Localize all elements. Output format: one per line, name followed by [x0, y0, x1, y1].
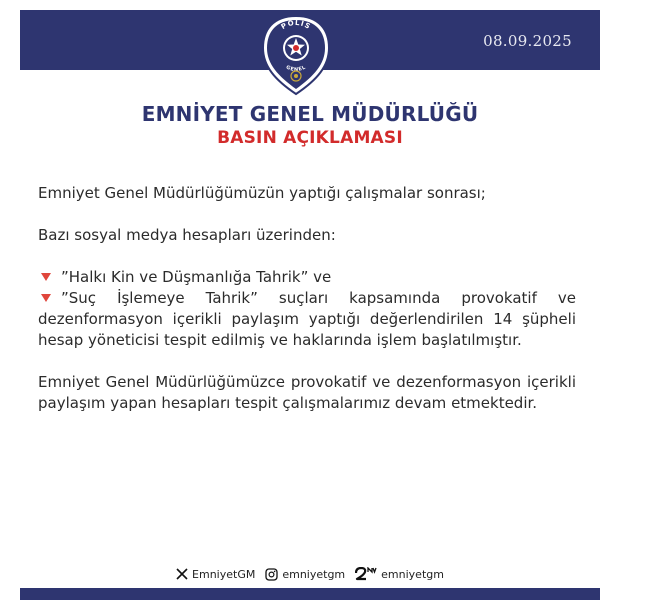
social-footer [20, 562, 600, 586]
instagram-handle: emniyetgm [282, 567, 346, 581]
paragraph-1: Emniyet Genel Müdürlüğümüzün yaptığı çalışmalar sonrası; [38, 184, 486, 202]
svg-text:POLİS: POLİS [279, 18, 313, 32]
bullet-block [38, 267, 576, 351]
page-title: EMNİYET GENEL MÜDÜRLÜĞÜ [141, 102, 479, 126]
list-item [38, 288, 576, 351]
x-logo-icon [176, 568, 188, 580]
list-item [38, 267, 576, 288]
police-emblem-icon [261, 14, 331, 96]
footer-band [20, 588, 600, 600]
x-handle: EmniyetGM [192, 567, 256, 581]
x-link[interactable] [176, 568, 255, 581]
nsosyal-handle: emniyetgm [381, 567, 444, 581]
triangle-bullet-icon [41, 273, 51, 281]
paragraph-2: Bazı sosyal medya hesapları üzerinden: [38, 226, 336, 244]
triangle-bullet-icon [41, 294, 51, 302]
bullet-text-1: ”Halkı Kin ve Düşmanlığa Tahrik” ve [61, 268, 332, 286]
statement-body [38, 183, 576, 435]
release-date: 08.09.2025 [483, 32, 572, 50]
nsosyal-link[interactable] [355, 567, 444, 581]
bullet-text-2: ”Suç İşlemeye Tahrik” suçları kapsamında provokatif ve dezenformasyon içerikli paylaşım yaptığı değerlendirilen 14 şüpheli hesap yöneticisi tespit edilmiş ve haklarında işlem başlatılmıştır. [38, 289, 576, 349]
svg-text:GENEL: GENEL [284, 64, 308, 73]
page-subtitle: BASIN AÇIKLAMASI [217, 128, 403, 148]
instagram-icon [265, 568, 278, 581]
press-release-card [20, 10, 600, 600]
instagram-link[interactable] [265, 568, 345, 581]
paragraph-4: Emniyet Genel Müdürlüğümüzce provokatif ve dezenformasyon içerikli paylaşım yapan hesapları tespit çalışmalarımız devam etmektedir. [38, 373, 576, 412]
nsosyal-logo-icon [355, 567, 377, 581]
